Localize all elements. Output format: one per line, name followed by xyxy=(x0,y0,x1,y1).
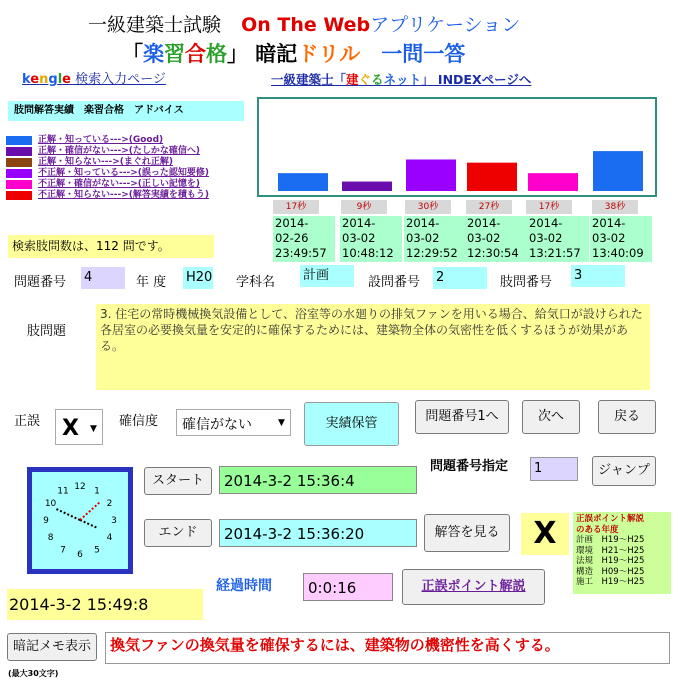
subtitle-ichimon: 一問一答 xyxy=(360,42,466,66)
confidence-select[interactable] xyxy=(176,409,291,436)
clock-number: 5 xyxy=(94,545,100,556)
save-record-button[interactable]: 実績保管 xyxy=(304,402,399,446)
commentary-years-box xyxy=(573,512,671,594)
subtitle-drill: ドリル xyxy=(297,42,361,66)
clock-number: 1 xyxy=(94,486,100,497)
end-time-field: 2014-3-2 15:36:20 xyxy=(219,519,417,547)
answer-select-value: X xyxy=(62,416,79,441)
year-value: H20 xyxy=(183,267,213,289)
legend-label: 正解・確信がない--->(たしかな確信へ) xyxy=(38,146,200,156)
back-button[interactable]: 戻る xyxy=(598,400,656,434)
subtitle-bracket-close: 」 xyxy=(227,42,248,66)
answer-history-chart-svg xyxy=(259,99,655,195)
kengle-letter-g: g xyxy=(48,72,58,87)
app-title xyxy=(88,10,520,37)
chart-bar xyxy=(528,173,578,191)
app-title-app: アプリケーション xyxy=(370,14,521,36)
clock-svg xyxy=(32,472,128,569)
jump-input[interactable]: 1 xyxy=(530,457,578,481)
chart-value-label: 17秒 xyxy=(273,200,319,214)
elapsed-time-field: 0:0:16 xyxy=(303,573,393,601)
chevron-down-icon: ▼ xyxy=(90,424,97,434)
chart-date-line: 2014- xyxy=(529,216,563,230)
set-number-label: 設問番号 xyxy=(368,275,421,290)
legend-label: 正解・知らない--->(まぐれ正解) xyxy=(38,157,173,167)
question-label: 肢問題 xyxy=(27,324,67,339)
year-label: 年 度 xyxy=(136,275,167,290)
subtitle-raku: 楽 xyxy=(143,42,164,66)
clock-number: 6 xyxy=(77,550,83,560)
chart-date-line: 03-02 xyxy=(406,231,440,245)
commentary-years-title: 正誤ポイント解説 xyxy=(576,514,645,524)
end-button[interactable]: エンド xyxy=(144,519,212,547)
kengle-letter-n: n xyxy=(39,72,49,87)
chart-date-line: 2014- xyxy=(592,216,626,230)
legend-row xyxy=(6,135,209,146)
chart-bar xyxy=(467,163,517,191)
chart-date-line: 03-02 xyxy=(467,231,501,245)
search-link-label: 検索入力ページ xyxy=(71,72,166,87)
clock-number: 3 xyxy=(111,516,117,526)
chart-bar xyxy=(593,151,643,191)
clock-number: 4 xyxy=(106,533,113,543)
legend-swatch xyxy=(6,136,32,145)
question-number-value: 4 xyxy=(81,267,125,289)
legend-title: 肢問解答実績 楽習合格 アドバイス xyxy=(8,101,244,121)
chart-date-label xyxy=(465,216,527,262)
commentary-year-row: 法規 H19〜H25 xyxy=(576,556,645,566)
clock-number: 11 xyxy=(57,486,69,497)
chart-date-label xyxy=(340,216,402,262)
subject-label: 学科名 xyxy=(236,275,276,290)
clock-number: 12 xyxy=(74,482,86,492)
subtitle-shu: 習 xyxy=(164,42,185,66)
memo-field[interactable]: 換気ファンの換気量を確保するには、建築物の機密性を高くする。 xyxy=(105,632,670,664)
subtitle-gou: 合 xyxy=(185,42,206,66)
chart-date-line: 13:21:57 xyxy=(529,246,581,260)
chart-date-label xyxy=(590,216,652,262)
clock-hour-hand xyxy=(80,520,98,528)
answer-label: 正誤 xyxy=(14,414,41,429)
index-link-gu: ぐ xyxy=(358,72,372,87)
legend-label: 正解・知っている--->(Good) xyxy=(38,135,164,145)
subtitle-kaku: 格 xyxy=(206,42,227,66)
show-memo-button[interactable]: 暗記メモ表示 xyxy=(7,633,97,661)
start-button[interactable]: スタート xyxy=(144,467,212,495)
branch-number-label: 肢問番号 xyxy=(500,275,553,290)
legend-row xyxy=(6,190,209,201)
commentary-years-subtitle: のある年度 xyxy=(576,524,619,535)
question-number-label: 問題番号 xyxy=(14,275,67,290)
chart-date-line: 2014- xyxy=(275,216,309,230)
chart-date-line: 03-02 xyxy=(529,231,563,245)
chart-value-label: 38秒 xyxy=(592,200,638,214)
chart-date-line: 12:29:52 xyxy=(406,246,458,260)
chart-bar xyxy=(278,173,328,191)
clock-number: 7 xyxy=(60,545,66,556)
next-button[interactable]: 次へ xyxy=(522,400,580,434)
legend-row xyxy=(6,157,209,168)
app-title-web: On The Web xyxy=(241,14,371,36)
chart-date-line: 10:48:12 xyxy=(342,246,394,260)
legend-label: 不正解・知らない--->(解答実績を積もう) xyxy=(38,190,209,200)
chevron-down-icon: ▼ xyxy=(278,418,285,428)
chart-date-line: 03-02 xyxy=(342,231,376,245)
clock-number: 9 xyxy=(43,516,49,526)
current-time-field: 2014-3-2 15:49:8 xyxy=(7,589,203,620)
show-answer-button[interactable]: 解答を見る xyxy=(424,514,510,552)
subject-value: 計画 xyxy=(300,265,354,287)
index-link-ru: る xyxy=(371,72,384,87)
confidence-select-value: 確信がない xyxy=(182,417,252,433)
set-number-value: 2 xyxy=(433,267,487,289)
legend-label: 不正解・知っている--->(誤った認知要修) xyxy=(38,168,209,178)
kengle-search-link[interactable] xyxy=(22,68,166,87)
commentary-year-row: 環境 H21〜H25 xyxy=(576,545,645,556)
kengle-letter-k: k xyxy=(22,72,31,87)
legend-swatch xyxy=(6,191,32,200)
branch-number-value: 3 xyxy=(571,265,625,287)
first-question-button[interactable]: 問題番号1へ xyxy=(415,400,509,434)
result-mark: X xyxy=(521,513,569,555)
index-link-suffix: 」 INDEXページへ xyxy=(421,72,532,87)
chart-date-line: 2014- xyxy=(406,216,440,230)
confidence-label: 確信度 xyxy=(119,414,159,429)
index-page-link[interactable] xyxy=(271,70,531,88)
chart-date-label xyxy=(527,216,589,262)
start-time-field: 2014-3-2 15:36:4 xyxy=(219,466,417,494)
legend-swatch xyxy=(6,158,32,167)
commentary-button[interactable]: 正誤ポイント解説 xyxy=(402,569,545,605)
app-subtitle xyxy=(122,38,465,68)
chart-date-line: 03-02 xyxy=(592,231,626,245)
chart-value-label: 17秒 xyxy=(526,200,572,214)
legend-row xyxy=(6,146,209,157)
kengle-letter-e: e xyxy=(30,72,40,87)
app-title-main: 一級建築士試験 xyxy=(88,14,222,36)
chart-date-line: 13:40:09 xyxy=(592,246,644,260)
clock-face xyxy=(32,472,128,569)
commentary-year-row: 施工 H19〜H25 xyxy=(576,577,645,587)
chart-date-line: 2014- xyxy=(342,216,376,230)
kengle-letter-l: l xyxy=(57,72,63,87)
index-link-net: ネット xyxy=(383,72,422,87)
chart-value-label: 30秒 xyxy=(405,200,451,214)
chart-date-label xyxy=(404,216,466,262)
clock-second-hand xyxy=(80,503,99,520)
commentary-year-row: 構造 H09〜H25 xyxy=(576,566,645,577)
answer-legend xyxy=(6,135,209,201)
index-link-prefix: 一級建築士「 xyxy=(271,72,347,87)
chart-date-line: 02-26 xyxy=(275,231,309,245)
chart-bar xyxy=(406,160,456,192)
chart-date-line: 2014- xyxy=(467,216,501,230)
answer-history-chart xyxy=(257,97,657,197)
chart-date-label xyxy=(273,216,335,262)
clock-number: 2 xyxy=(106,499,113,509)
question-text: 3. 住宅の常時機械換気設備として、浴室等の水廻りの排気ファンを用いる場合、給気口が設けられた各居室の必要換気量を安定的に確保するためには、建築物全体の気密性を低くするほうが効果がある。 xyxy=(96,304,650,390)
analog-clock xyxy=(27,467,133,574)
kengle-letter-e2: e xyxy=(62,72,71,87)
legend-row xyxy=(6,179,209,190)
jump-label: 問題番号指定 xyxy=(430,459,509,474)
legend-swatch xyxy=(6,169,32,178)
chart-date-line: 12:30:54 xyxy=(467,246,519,260)
elapsed-label: 経過時間 xyxy=(216,578,272,594)
legend-row xyxy=(6,168,209,179)
clock-number: 10 xyxy=(44,499,57,509)
answer-select[interactable] xyxy=(55,409,103,445)
commentary-year-row: 計画 H19〜H25 xyxy=(576,535,645,545)
clock-number: 8 xyxy=(47,533,54,543)
legend-swatch xyxy=(6,180,32,189)
subtitle-anki: 暗記 xyxy=(248,42,298,66)
chart-bar xyxy=(342,182,392,191)
chart-value-label: 9秒 xyxy=(341,200,387,214)
legend-swatch xyxy=(6,147,32,156)
chart-date-line: 23:49:57 xyxy=(275,246,327,260)
subtitle-bracket-open: 「 xyxy=(122,42,143,66)
memo-limit-note: (最大30文字) xyxy=(8,669,59,678)
index-link-ke: 建 xyxy=(346,72,359,87)
search-count: 検索肢問数は、112 問です。 xyxy=(8,235,214,258)
jump-button[interactable]: ジャンプ xyxy=(592,456,656,486)
chart-value-label: 27秒 xyxy=(466,200,512,214)
legend-label: 不正解・確信がない--->(正しい記憶を) xyxy=(38,179,200,189)
clock-minute-hand xyxy=(55,508,80,520)
